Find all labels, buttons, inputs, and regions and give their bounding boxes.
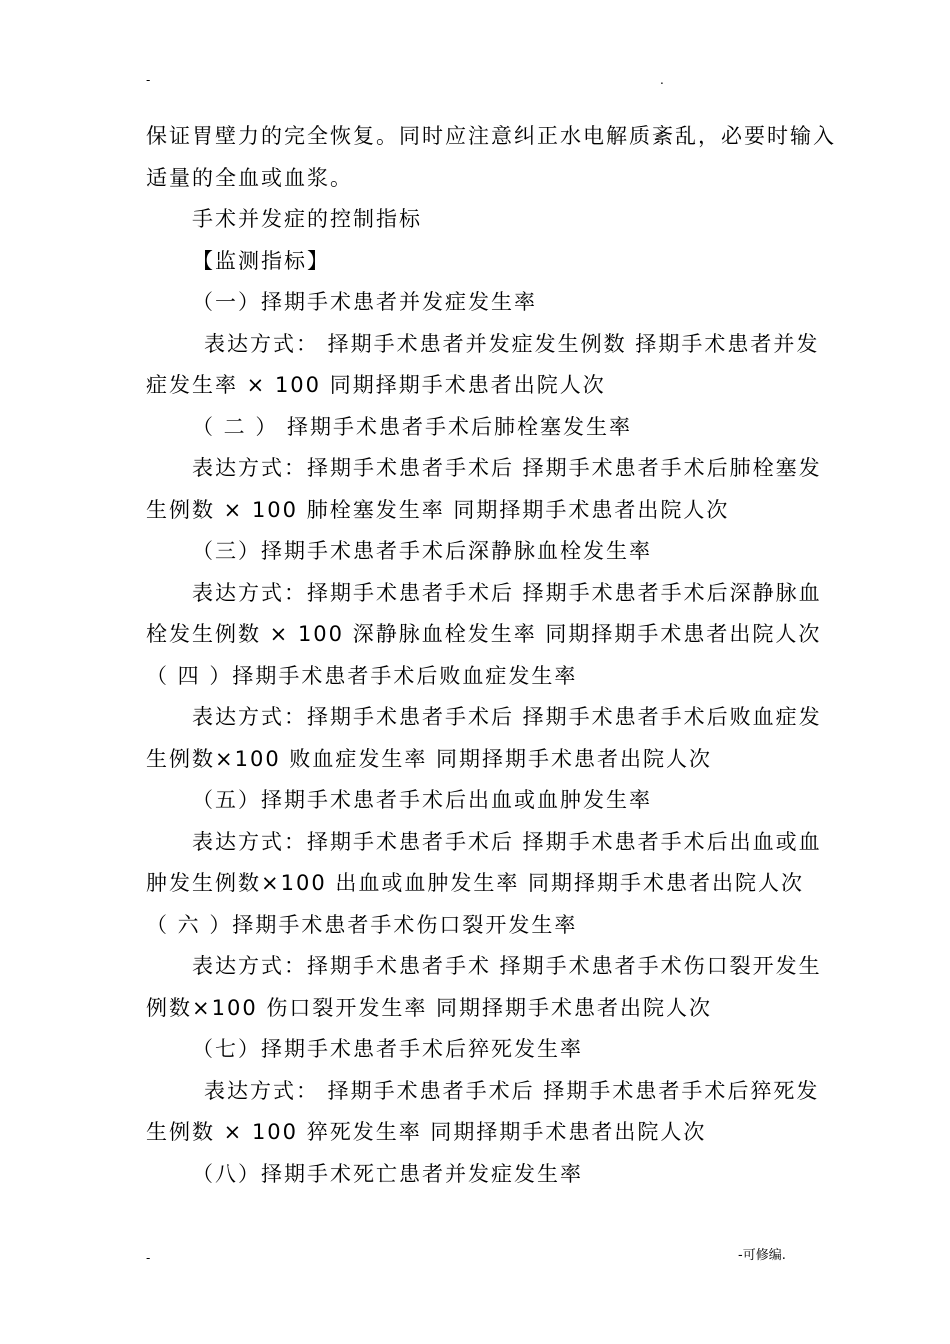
formula-line: 生例数 × 100 肺栓塞发生率 同期择期手术患者出院人次 <box>146 497 730 522</box>
footer-note: -可修编. <box>738 1248 786 1263</box>
formula-line: 例数×100 伤口裂开发生率 同期择期手术患者出院人次 <box>146 995 713 1020</box>
formula-line: 生例数 × 100 猝死发生率 同期择期手术患者出院人次 <box>146 1120 707 1144</box>
indicator-title: （ 二 ） 择期手术患者手术后肺栓塞发生率 <box>192 414 633 439</box>
section-heading: 手术并发症的控制指标 <box>192 207 422 231</box>
header-right-mark: . <box>660 73 664 87</box>
formula-line: 栓发生例数 × 100 深静脉血栓发生率 同期择期手术患者出院人次 <box>146 622 822 646</box>
indicator-title: （ 六 ）择期手术患者手术伤口裂开发生率 <box>146 912 578 937</box>
formula-line: 生例数×100 败血症发生率 同期择期手术患者出院人次 <box>146 746 713 771</box>
indicator-title: （五）择期手术患者手术后出血或血肿发生率 <box>192 788 652 812</box>
section-subheading: 【监测指标】 <box>192 248 330 273</box>
formula-line: 表达方式：择期手术患者手术后 择期手术患者手术后肺栓塞发 <box>192 456 822 480</box>
indicator-title: （一）择期手术患者并发症发生率 <box>192 290 537 314</box>
header-left-mark: - <box>146 73 151 87</box>
formula-line: 表达方式：择期手术患者手术后 择期手术患者手术后败血症发 <box>192 705 822 729</box>
formula-line: 表达方式： 择期手术患者并发症发生例数 择期手术患者并发 <box>204 331 820 356</box>
formula-line: 表达方式：择期手术患者手术后 择期手术患者手术后深静脉血 <box>192 580 822 605</box>
formula-line: 表达方式：择期手术患者手术后 择期手术患者手术后出血或血 <box>192 829 822 854</box>
formula-line: 症发生率 × 100 同期择期手术患者出院人次 <box>146 373 606 397</box>
paragraph-line: 适量的全血或血浆。 <box>146 165 353 190</box>
indicator-title: （ 四 ）择期手术患者手术后败血症发生率 <box>146 663 578 688</box>
document-body <box>146 116 836 1195</box>
indicator-title: （三）择期手术患者手术后深静脉血栓发生率 <box>192 539 652 563</box>
formula-line: 表达方式：择期手术患者手术 择期手术患者手术伤口裂开发生 <box>192 954 822 978</box>
footer-left-mark: - <box>146 1251 151 1265</box>
indicator-title: （七）择期手术患者手术后猝死发生率 <box>192 1037 583 1061</box>
formula-line: 肿发生例数×100 出血或血肿发生率 同期择期手术患者出院人次 <box>146 871 805 895</box>
paragraph-line: 保证胃壁力的完全恢复。同时应注意纠正水电解质紊乱，必要时输入 <box>146 124 836 148</box>
indicator-title: （八）择期手术死亡患者并发症发生率 <box>192 1161 583 1186</box>
formula-line: 表达方式： 择期手术患者手术后 择期手术患者手术后猝死发 <box>204 1078 820 1103</box>
